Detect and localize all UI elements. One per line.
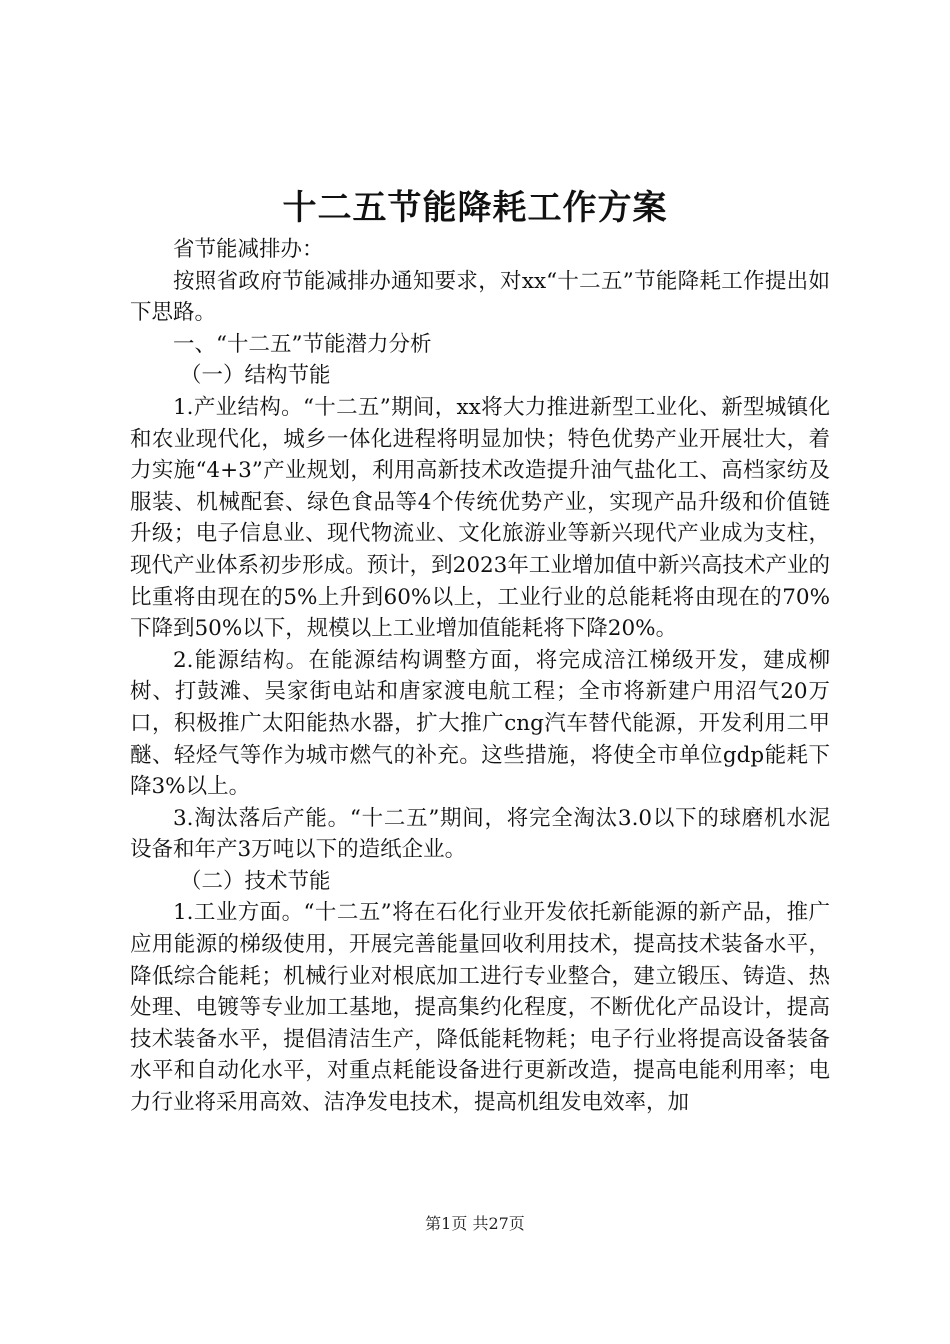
page-number-footer: 第1页 共27页 (425, 1214, 525, 1233)
paragraph-industry-technology: 1.工业方面。“十二五”将在石化行业开发依托新能源的新产品，推广应用能源的梯级使用，开展完善能量回收利用技术，提高技术装备水平，降低综合能耗；机械行业对根底加工进行专业整合，建立锻压、铸造、热处理、电镀等专业加工基地，提高集约化程度，不断优化产品设计，提高技术装备水平，提倡清洁生产，降低能耗物耗；电子行业将提高设备装备水平和自动化水平，对重点耗能设备进行更新改造，提高电能利用率；电力行业将采用高效、洁净发电技术，提高机组发电效率，加 (130, 900, 830, 1116)
paragraph-industry-structure: 1.产业结构。“十二五”期间，xx将大力推进新型工业化、新型城镇化和农业现代化，城乡一体化进程将明显加快；特色优势产业开展壮大，着力实施“4+3”产业规划，利用高新技术改造提升油气盐化工、高档家纺及服装、机械配套、绿色食品等4个传统优势产业，实现产品升级和价值链升级；电子信息业、现代物流业、文化旅游业等新兴现代产业成为支柱，现代产业体系初步形成。预计，到2023年工业增加值中新兴高技术产业的比重将由现在的5%上升到60%以上，工业行业的总能耗将由现在的70%下降到50%以下，规模以上工业增加值能耗将下降20%。 (130, 394, 830, 642)
document-body (130, 234, 830, 1119)
subsection-heading-structure: （一）结构节能 (180, 363, 331, 389)
section-heading: 一、“十二五”节能潜力分析 (173, 331, 432, 357)
paragraph-energy-structure: 2.能源结构。在能源结构调整方面，将完成涪江梯级开发，建成柳树、打鼓滩、吴家街电站和唐家渡电航工程；全市将新建户用沼气20万口，积极推广太阳能热水器，扩大推广cng汽车替代能源，开发利用二甲醚、轻烃气等作为城市燃气的补充。这些措施，将使全市单位gdp能耗下降3%以上。 (130, 647, 830, 800)
salutation: 省节能减排办： (173, 237, 324, 262)
document-title: 十二五节能降耗工作方案 (282, 188, 668, 228)
paragraph-eliminate-capacity: 3.淘汰落后产能。“十二五”期间，将完全淘汰3.0以下的球磨机水泥设备和年产3万吨以下的造纸企业。 (130, 805, 830, 863)
intro-paragraph: 按照省政府节能减排办通知要求，对xx“十二五”节能降耗工作提出如下思路。 (130, 268, 830, 326)
subsection-heading-technology: （二）技术节能 (180, 868, 331, 894)
